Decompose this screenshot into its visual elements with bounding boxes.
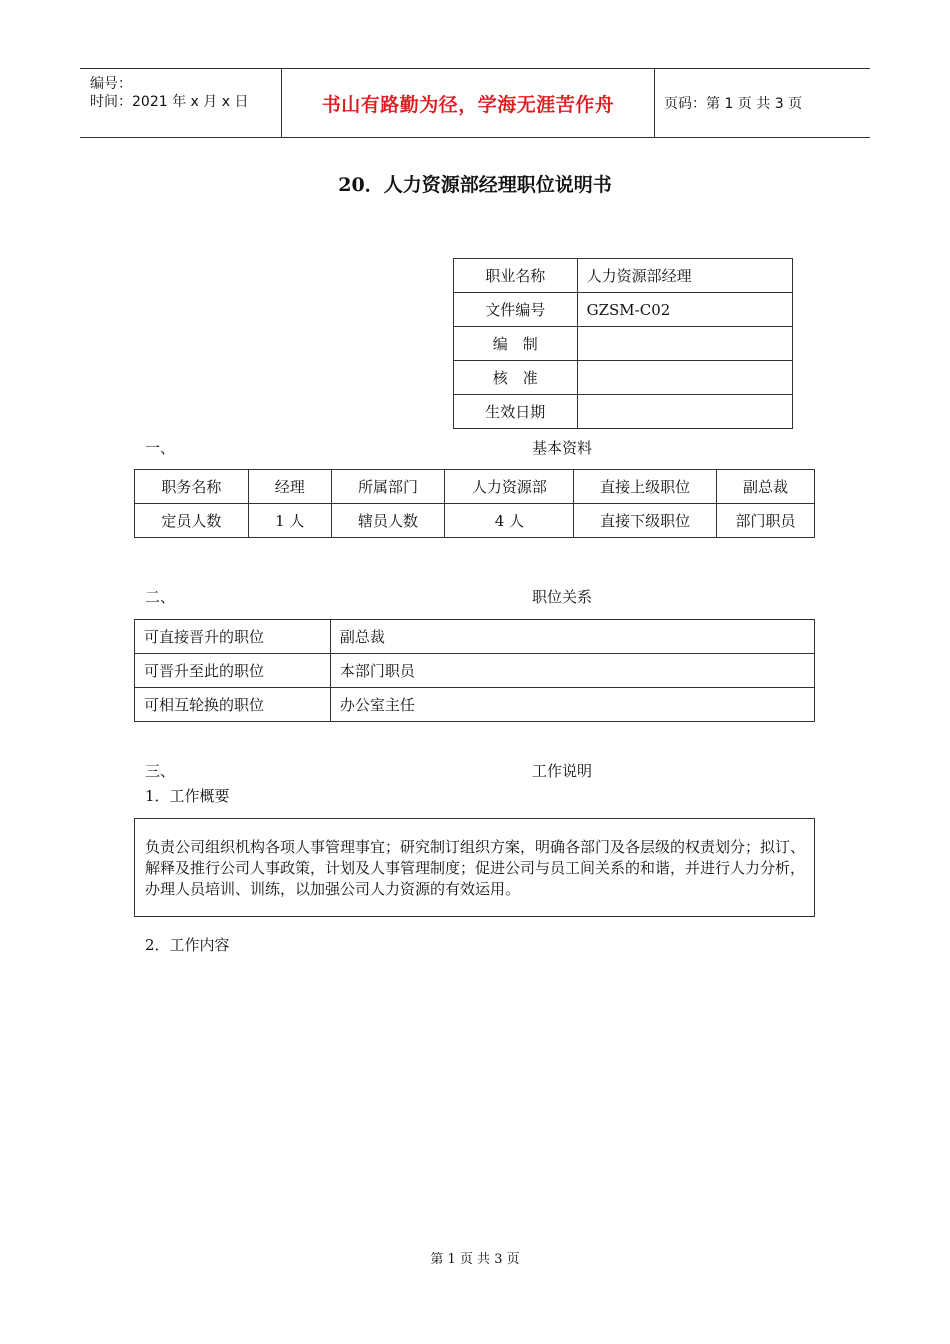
info-table xyxy=(453,258,793,429)
info-value xyxy=(577,361,792,395)
work-summary-box xyxy=(134,818,815,917)
work-summary-text: 负责公司组织机构各项人事管理事宜；研究制订组织方案，明确各部门及各层级的权责划分；拟订、解释及推行公司人事政策，计划及人事管理制度；促进公司与员工间关系的和谐，并进行人力分析，办理人员培训、训练，以加强公司人力资源的有效运用。 xyxy=(145,838,806,898)
table-cell: 经理 xyxy=(248,470,331,504)
info-row xyxy=(454,327,793,361)
work-content-heading: 2．工作内容 xyxy=(145,936,230,954)
info-label: 核 准 xyxy=(454,361,578,395)
info-row xyxy=(454,293,793,327)
table-cell: 定员人数 xyxy=(135,504,249,538)
table-cell: 辖员人数 xyxy=(331,504,445,538)
table-cell: 部门职员 xyxy=(717,504,815,538)
table-cell: 副总裁 xyxy=(717,470,815,504)
table-cell: 可相互轮换的职位 xyxy=(135,688,331,722)
info-value: 人力资源部经理 xyxy=(577,259,792,293)
table-cell: 1 人 xyxy=(248,504,331,538)
table-row xyxy=(135,688,815,722)
info-label: 文件编号 xyxy=(454,293,578,327)
table-cell: 人力资源部 xyxy=(445,470,574,504)
table-cell: 可直接晋升的职位 xyxy=(135,620,331,654)
info-value: GZSM-C02 xyxy=(577,293,792,327)
table-cell: 4 人 xyxy=(445,504,574,538)
table-row xyxy=(135,504,815,538)
table-row xyxy=(135,620,815,654)
info-row xyxy=(454,259,793,293)
document-title: 20．人力资源部经理职位说明书 xyxy=(338,174,612,196)
header-page-info: 页码：第 1 页 共 3 页 xyxy=(664,96,803,112)
section2-number: 二、 xyxy=(145,588,176,606)
info-row xyxy=(454,361,793,395)
header-time-label: 时间：2021 年 x 月 x 日 xyxy=(90,94,249,110)
section1-title: 基本资料 xyxy=(532,439,593,457)
info-row xyxy=(454,395,793,429)
info-label: 职业名称 xyxy=(454,259,578,293)
info-label: 生效日期 xyxy=(454,395,578,429)
page-footer: 第 1 页 共 3 页 xyxy=(430,1252,520,1267)
work-summary-heading: 1．工作概要 xyxy=(145,787,230,805)
section2-title: 职位关系 xyxy=(532,588,593,606)
header-meta xyxy=(80,69,280,137)
table-cell: 办公室主任 xyxy=(330,688,814,722)
info-label: 编 制 xyxy=(454,327,578,361)
table-cell: 副总裁 xyxy=(330,620,814,654)
position-relations-table xyxy=(134,619,815,722)
info-value xyxy=(577,327,792,361)
header-motto: 书山有路勤为径，学海无涯苦作舟 xyxy=(321,93,615,116)
section3-title: 工作说明 xyxy=(532,762,593,780)
table-cell: 本部门职员 xyxy=(330,654,814,688)
table-cell: 直接下级职位 xyxy=(574,504,717,538)
table-cell: 直接上级职位 xyxy=(574,470,717,504)
header-number-label: 编号： xyxy=(90,76,132,92)
table-cell: 职务名称 xyxy=(135,470,249,504)
section3-number: 三、 xyxy=(145,762,176,780)
document-header xyxy=(80,68,870,138)
table-cell: 所属部门 xyxy=(331,470,445,504)
header-motto-cell xyxy=(281,69,655,137)
basic-info-table xyxy=(134,469,815,538)
section1-number: 一、 xyxy=(145,439,176,457)
table-row xyxy=(135,654,815,688)
table-cell: 可晋升至此的职位 xyxy=(135,654,331,688)
info-value xyxy=(577,395,792,429)
table-row xyxy=(135,470,815,504)
